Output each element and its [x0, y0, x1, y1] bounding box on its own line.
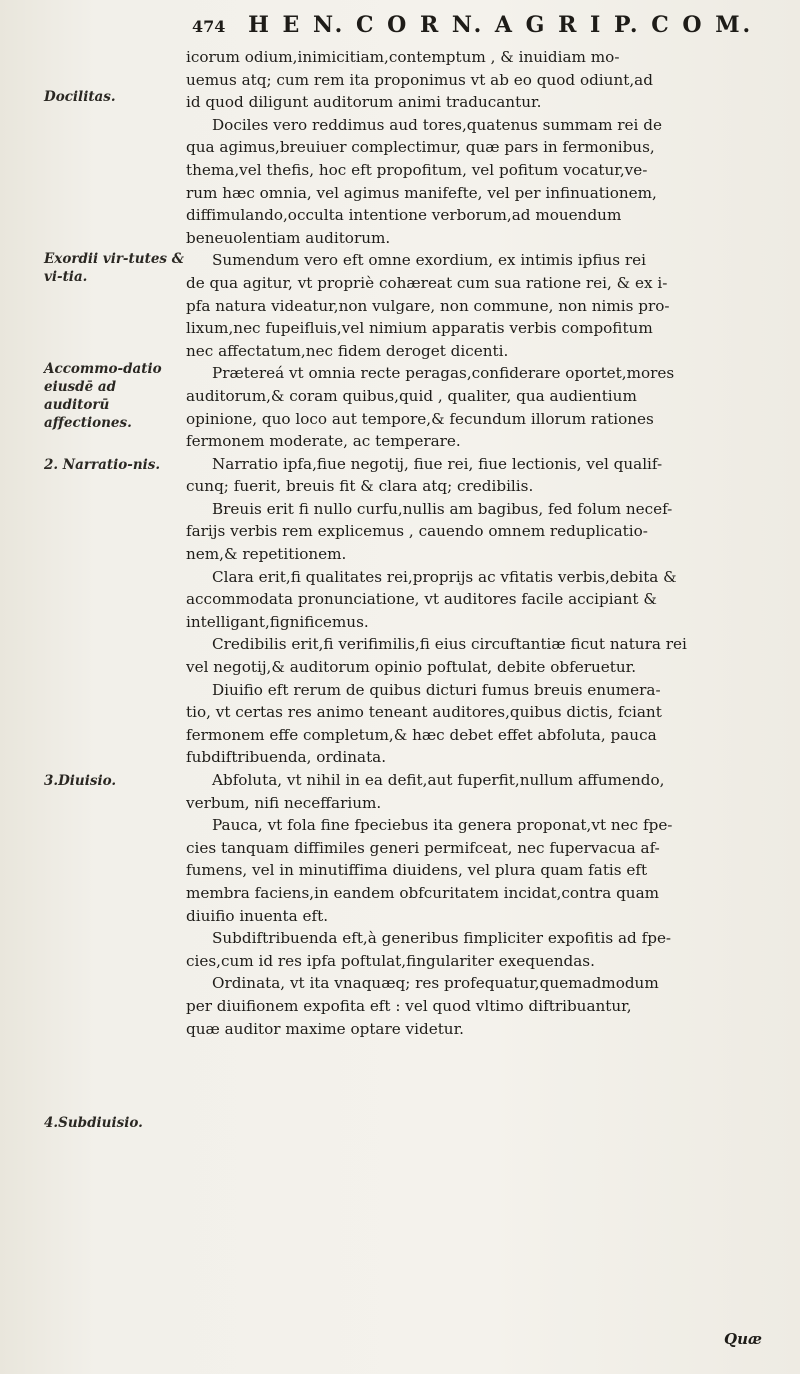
text-line: fumens, vel in minutiffima diuidens, vel plura quam fatis eft [186, 861, 648, 880]
text-line: cies,cum id res ipfa poftulat,fingulariter exequendas. [186, 951, 595, 970]
text-line: tio, vt certas res animo teneant auditores,quibus dictis, fciant [186, 703, 662, 722]
text-line: membra faciens,in eandem obfcuritatem incidat,contra quam [186, 883, 660, 902]
text-line: auditorum,& coram quibus,quid , qualiter, qua audientium [186, 386, 637, 405]
catchword: Quæ [724, 1330, 762, 1348]
text-line: farijs verbis rem explicemus , cauendo omnem reduplicatio- [186, 522, 648, 541]
text-line: Pauca, vt fola fine fpeciebus ita genera proponat,vt nec fpe- [212, 816, 673, 835]
text-line: lixum,nec fupeifluis,vel nimium apparatis verbis compofitum [186, 319, 653, 338]
page-number: 474 [192, 17, 226, 36]
margin-note-exordii: Exordii vir-tutes & vi-tia. [44, 251, 184, 285]
running-header [192, 12, 752, 50]
body-text [186, 46, 788, 1040]
text-line: per diuifionem expofita eft : vel quod vltimo diftribuantur, [186, 996, 632, 1015]
margin-note-divisio: 3.Diuisio. [44, 773, 117, 789]
text-line: fermonem effe completum,& hæc debet effet abfoluta, pauca [186, 725, 657, 744]
margin-note-docilitas: Docilitas. [44, 89, 116, 105]
text-line: Subdiftribuenda eft,à generibus fimpliciter expofitis ad fpe- [212, 929, 672, 948]
text-line: thema,vel thefis, hoc eft propofitum, vel pofitum vocatur,ve- [186, 160, 648, 179]
text-line: qua agimus,breuiuer complectimur, quæ pars in fermonibus, [186, 138, 655, 157]
text-line: quæ auditor maxime optare videtur. [186, 1019, 465, 1038]
text-line: Ordinata, vt ita vnaquæq; res profequatur,quemadmodum [212, 974, 659, 993]
running-title: H E N. C O R N. A G R I P. C O M. [248, 12, 754, 38]
text-line: de qua agitur, vt propriè cohæreat cum sua ratione rei, & ex i- [186, 273, 668, 292]
text-line: Credibilis erit,fi verifimilis,fi eius circuftantiæ ficut natura rei [212, 635, 687, 654]
text-line: intelligant,fignificemus. [186, 612, 369, 631]
margin-note-subdivisio: 4.Subdiuisio. [44, 1115, 143, 1131]
text-line: Clara erit,fi qualitates rei,proprijs ac vfitatis verbis,debita & [212, 567, 677, 586]
margin-note-narratio: 2. Narratio-nis. [44, 457, 161, 473]
margin-note-accommodatio: Accommo-datio eiusdē ad auditorū affectiones. [44, 361, 162, 431]
text-line: vel negotij,& auditorum opinio poftulat, debite obferuetur. [186, 658, 637, 677]
text-line: cies tanquam diffimiles generi permifceat, nec fupervacua af- [186, 838, 660, 857]
text-line: Dociles vero reddimus aud tores,quatenus summam rei de [212, 115, 662, 134]
text-line: cunq; fuerit, breuis fit & clara atq; credibilis. [186, 477, 534, 496]
text-line: Abfoluta, vt nihil in ea defit,aut fuperfit,nullum affumendo, [212, 771, 665, 789]
text-line: nem,& repetitionem. [186, 545, 347, 564]
text-line: accommodata pronunciatione, vt auditores facile accipiant & [186, 590, 657, 609]
text-line: fubdiftribuenda, ordinata. [186, 748, 387, 767]
text-line: rum hæc omnia, vel agimus manifefte, vel per infinuationem, [186, 183, 657, 202]
text-line: diuifio inuenta eft. [186, 906, 329, 925]
text-line: Narratio ipfa,fiue negotij, fiue rei, fiue lectionis, vel qualif- [212, 454, 663, 473]
text-line: Sumendum vero eft omne exordium, ex intimis ipfius rei [212, 251, 647, 270]
text-line: diffimulando,occulta intentione verborum,ad mouendum [186, 206, 622, 225]
text-line: Prætereá vt omnia recte peragas,confiderare oportet,mores [212, 364, 675, 383]
text-line: uemus atq; cum rem ita proponimus vt ab eo quod odiunt,ad [186, 70, 653, 89]
text-line: Diuifio eft rerum de quibus dicturi fumus breuis enumera- [212, 680, 661, 699]
text-line: id quod diligunt auditorum animi traducantur. [186, 93, 542, 112]
text-line: pfa natura videatur,non vulgare, non commune, non nimis pro- [186, 296, 670, 315]
text-line: nec affectatum,nec fidem deroget dicenti. [186, 341, 509, 360]
text-line: beneuolentiam auditorum. [186, 228, 391, 247]
text-line: verbum, nifi neceffarium. [186, 793, 382, 812]
text-line: icorum odium,inimicitiam,contemptum , & inuidiam mo- [186, 48, 620, 66]
text-line: Breuis erit fi nullo curfu,nullis am bagibus, fed folum necef- [212, 499, 673, 518]
text-line: opinione, quo loco aut tempore,& fecundum illorum rationes [186, 409, 654, 428]
text-line: fermonem moderate, ac temperare. [186, 432, 461, 451]
